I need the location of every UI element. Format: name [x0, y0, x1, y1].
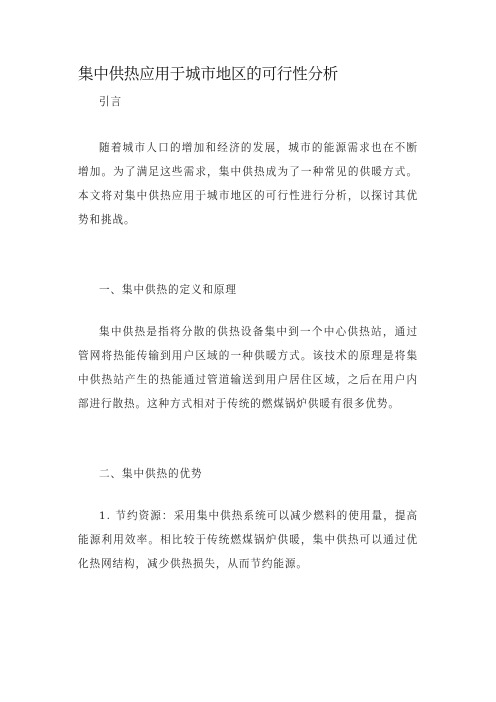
intro-paragraph: 随着城市人口的增加和经济的发展，城市的能源需求也在不断增加。为了满足这些需求，集中供热成为了一种常见的供暖方式。本文将对集中供热应用于城市地区的可行性进行分析，以探讨其优势和挑战。	[78, 142, 418, 226]
document-title: 集中供热应用于城市地区的可行性分析	[78, 65, 339, 83]
section1-heading: 一、集中供热的定义和原理	[99, 284, 237, 296]
intro-heading: 引言	[99, 96, 122, 108]
section1-paragraph: 集中供热是指将分散的供热设备集中到一个中心供热站，通过管网将热能传输到用户区域的一种供暖方式。该技术的原理是将集中供热站产生的热能通过管道输送到用户居住区域，之后在用户内部进行散热。这种方式相对于传统的燃煤锅炉供暖有很多优势。	[78, 326, 418, 410]
section2-item-1: 1. 节约资源：采用集中供热系统可以减少燃料的使用量，提高能源利用效率。相比较于传统燃煤锅炉供暖，集中供热可以通过优化热网结构，减少供热损失，从而节约能源。	[78, 510, 418, 570]
section2-heading: 二、集中供热的优势	[99, 468, 203, 480]
